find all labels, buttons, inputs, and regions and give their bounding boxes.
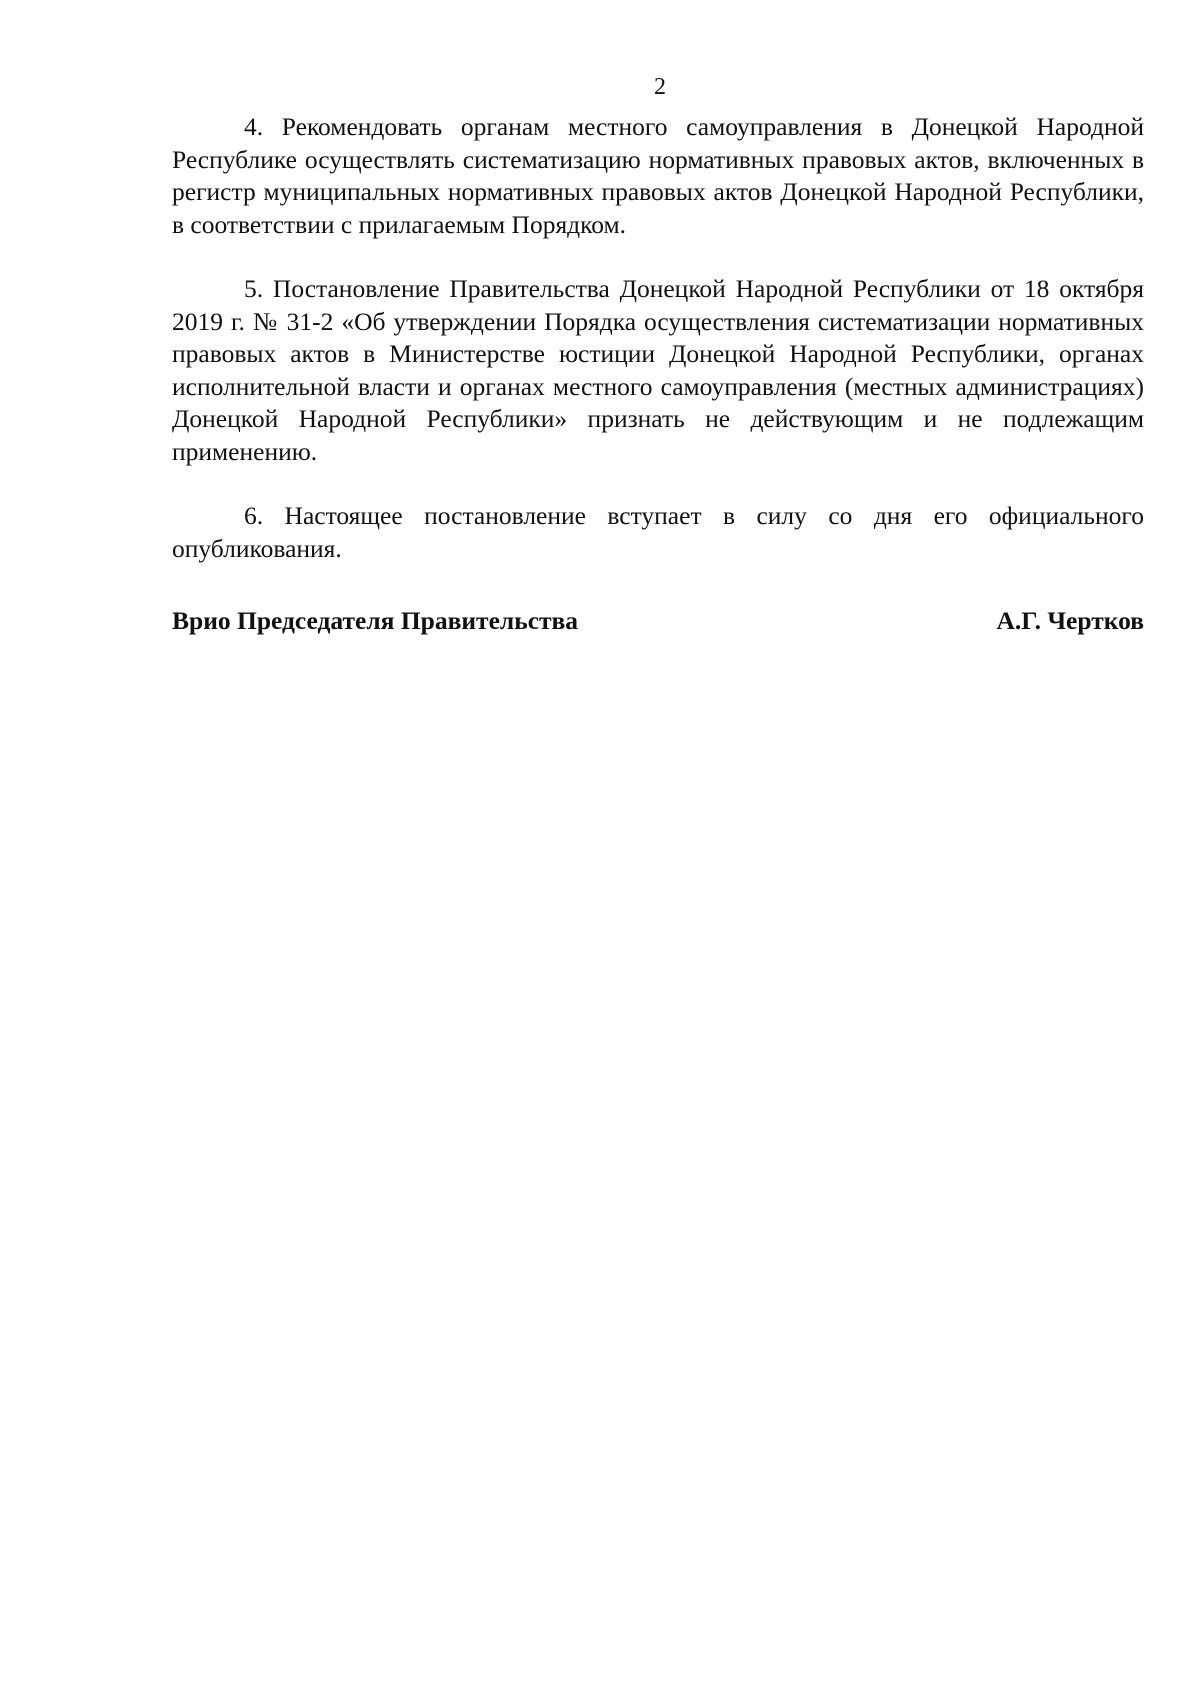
page-number: 2: [654, 74, 666, 100]
signature-block: [172, 605, 1144, 637]
paragraph-6: 6. Настоящее постановление вступает в силу со дня его официального опубликования.: [172, 501, 1144, 563]
paragraph-4: 4. Рекомендовать органам местного самоуправления в Донецкой Народной Республике осуществлять систематизацию нормативных правовых актов, включенных в регистр муниципальных нормативных правовых актов Донецкой Народной Республики, в соответствии с прилагаемым Порядком.: [172, 112, 1144, 239]
signatory-position: Врио Председателя Правительства: [172, 606, 579, 635]
document-body: [172, 111, 1144, 637]
signatory-name: А.Г. Чертков: [996, 606, 1144, 635]
paragraph-5: 5. Постановление Правительства Донецкой Народной Республики от 18 октября 2019 г. № 31-2 «Об утверждении Порядка осуществления систематизации нормативных правовых актов в Министерстве юстиции Донецкой Народной Республики, органах исполнительной власти и органах местного самоуправления (местных администрациях) Донецкой Народной Республики» признать не действующим и не подлежащим применению.: [172, 274, 1144, 466]
